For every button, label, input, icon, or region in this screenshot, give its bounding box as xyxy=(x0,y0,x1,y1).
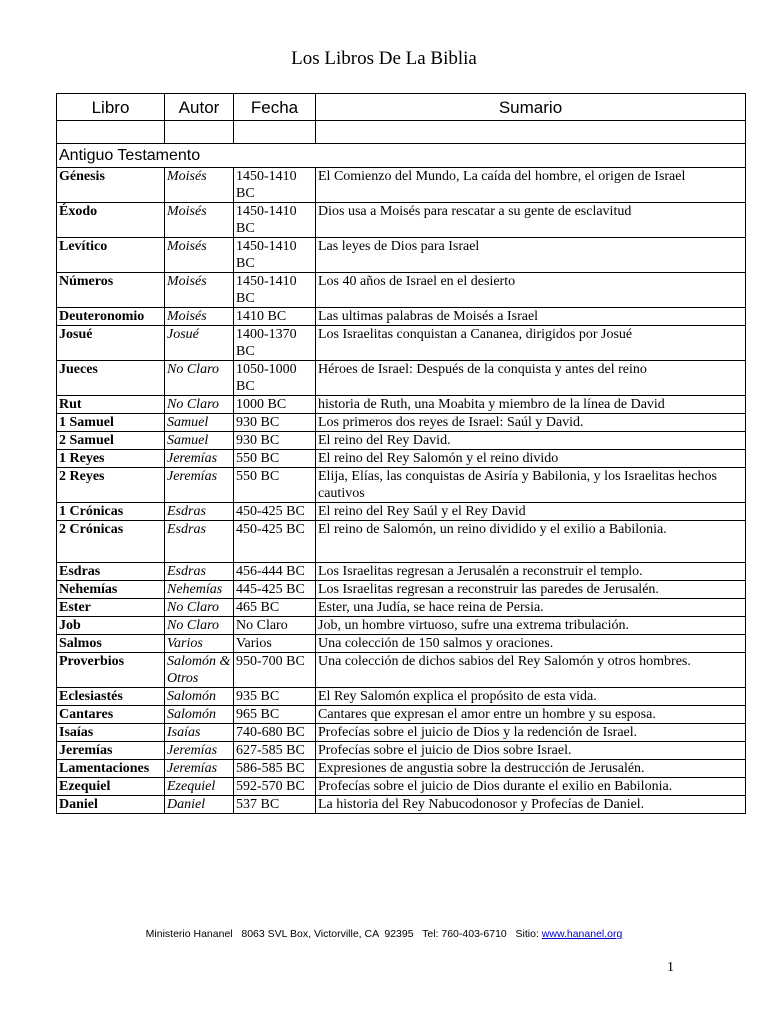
cell-sumario: Job, un hombre virtuoso, sufre una extrema tribulación. xyxy=(316,617,746,635)
cell-autor: Jeremías xyxy=(165,760,234,778)
books-table xyxy=(56,93,746,814)
cell-fecha: 586-585 BC xyxy=(234,760,316,778)
table-row xyxy=(57,521,746,563)
table-row xyxy=(57,361,746,396)
cell-sumario: Profecías sobre el juicio de Dios y la redención de Israel. xyxy=(316,724,746,742)
table-row xyxy=(57,414,746,432)
cell-fecha: 965 BC xyxy=(234,706,316,724)
table-row xyxy=(57,468,746,503)
table-row xyxy=(57,706,746,724)
cell-sumario: Las leyes de Dios para Israel xyxy=(316,238,746,273)
cell-sumario: El Rey Salomón explica el propósito de esta vida. xyxy=(316,688,746,706)
cell-libro: Números xyxy=(57,273,165,308)
cell-autor: Jeremías xyxy=(165,742,234,760)
cell-sumario: El Comienzo del Mundo, La caída del hombre, el origen de Israel xyxy=(316,168,746,203)
cell-libro: 2 Crónicas xyxy=(57,521,165,563)
table-row xyxy=(57,742,746,760)
cell-sumario: Los primeros dos reyes de Israel: Saúl y David. xyxy=(316,414,746,432)
cell-autor: Esdras xyxy=(165,563,234,581)
page-number: 1 xyxy=(667,960,674,975)
cell-libro: Jueces xyxy=(57,361,165,396)
header-fecha: Fecha xyxy=(234,94,316,121)
cell-sumario: Cantares que expresan el amor entre un hombre y su esposa. xyxy=(316,706,746,724)
cell-fecha: 1450-1410 BC xyxy=(234,168,316,203)
cell-fecha: 445-425 BC xyxy=(234,581,316,599)
cell-libro: Jeremías xyxy=(57,742,165,760)
cell-autor: Esdras xyxy=(165,503,234,521)
cell-autor: Isaías xyxy=(165,724,234,742)
cell-fecha: Varios xyxy=(234,635,316,653)
cell-autor: No Claro xyxy=(165,599,234,617)
cell-libro: Salmos xyxy=(57,635,165,653)
cell-autor: Salomón xyxy=(165,688,234,706)
table-row xyxy=(57,796,746,814)
cell-fecha: 627-585 BC xyxy=(234,742,316,760)
cell-libro: Josué xyxy=(57,326,165,361)
cell-autor: Jeremías xyxy=(165,468,234,503)
footer xyxy=(0,928,768,940)
cell-fecha: 550 BC xyxy=(234,468,316,503)
cell-autor: Moisés xyxy=(165,273,234,308)
cell-fecha: 740-680 BC xyxy=(234,724,316,742)
cell-sumario: Dios usa a Moisés para rescatar a su gente de esclavitud xyxy=(316,203,746,238)
header-row xyxy=(57,94,746,121)
table-row xyxy=(57,273,746,308)
section-row xyxy=(57,144,746,168)
cell-libro: Job xyxy=(57,617,165,635)
cell-sumario: Elija, Elías, las conquistas de Asiría y Babilonia, y los Israelitas hechos cautivos xyxy=(316,468,746,503)
cell-autor: Moisés xyxy=(165,238,234,273)
cell-autor: Samuel xyxy=(165,414,234,432)
table-row xyxy=(57,168,746,203)
cell-autor: Salomón & Otros xyxy=(165,653,234,688)
cell-autor: No Claro xyxy=(165,361,234,396)
cell-sumario: Héroes de Israel: Después de la conquista y antes del reino xyxy=(316,361,746,396)
cell-sumario: Los Israelitas conquistan a Cananea, dirigidos por Josué xyxy=(316,326,746,361)
cell-autor: Salomón xyxy=(165,706,234,724)
cell-autor: Jeremías xyxy=(165,450,234,468)
page-title: Los Libros De La Biblia xyxy=(291,48,477,69)
table-row xyxy=(57,450,746,468)
table-row xyxy=(57,653,746,688)
header-libro: Libro xyxy=(57,94,165,121)
cell-libro: Éxodo xyxy=(57,203,165,238)
table-row xyxy=(57,581,746,599)
cell-libro: 2 Samuel xyxy=(57,432,165,450)
cell-sumario: historia de Ruth, una Moabita y miembro de la línea de David xyxy=(316,396,746,414)
cell-fecha: 450-425 BC xyxy=(234,503,316,521)
cell-libro: Esdras xyxy=(57,563,165,581)
cell-sumario: El reino del Rey Salomón y el reino divido xyxy=(316,450,746,468)
cell-fecha: 1410 BC xyxy=(234,308,316,326)
cell-autor: Esdras xyxy=(165,521,234,563)
cell-libro: 2 Reyes xyxy=(57,468,165,503)
cell-autor: Moisés xyxy=(165,203,234,238)
cell-libro: Ezequiel xyxy=(57,778,165,796)
cell-fecha: 1450-1410 BC xyxy=(234,203,316,238)
cell-fecha: 456-444 BC xyxy=(234,563,316,581)
cell-sumario: Los Israelitas regresan a reconstruir las paredes de Jerusalén. xyxy=(316,581,746,599)
table-row xyxy=(57,326,746,361)
cell-sumario: Expresiones de angustia sobre la destrucción de Jerusalén. xyxy=(316,760,746,778)
cell-sumario: El reino de Salomón, un reino dividido y el exilio a Babilonia. xyxy=(316,521,746,563)
header-sumario: Sumario xyxy=(316,94,746,121)
table-row xyxy=(57,238,746,273)
cell-fecha: 1450-1410 BC xyxy=(234,273,316,308)
cell-sumario: Ester, una Judía, se hace reina de Persia. xyxy=(316,599,746,617)
cell-fecha: 1450-1410 BC xyxy=(234,238,316,273)
table-row xyxy=(57,396,746,414)
cell-libro: Rut xyxy=(57,396,165,414)
cell-libro: Lamentaciones xyxy=(57,760,165,778)
cell-sumario: Una colección de 150 salmos y oraciones. xyxy=(316,635,746,653)
table-row xyxy=(57,503,746,521)
cell-autor: Ezequiel xyxy=(165,778,234,796)
cell-libro: Proverbios xyxy=(57,653,165,688)
table-row xyxy=(57,760,746,778)
cell-fecha: 1050-1000 BC xyxy=(234,361,316,396)
cell-sumario: Los 40 años de Israel en el desierto xyxy=(316,273,746,308)
cell-fecha: 1000 BC xyxy=(234,396,316,414)
cell-fecha: 550 BC xyxy=(234,450,316,468)
header-autor: Autor xyxy=(165,94,234,121)
table-row xyxy=(57,778,746,796)
cell-libro: Levítico xyxy=(57,238,165,273)
table-row xyxy=(57,432,746,450)
website-link[interactable]: www.hananel.org xyxy=(541,928,623,940)
cell-autor: Varios xyxy=(165,635,234,653)
cell-fecha: 935 BC xyxy=(234,688,316,706)
cell-libro: Eclesiastés xyxy=(57,688,165,706)
cell-fecha: 1400-1370 BC xyxy=(234,326,316,361)
cell-libro: 1 Samuel xyxy=(57,414,165,432)
cell-sumario: Una colección de dichos sabios del Rey Salomón y otros hombres. xyxy=(316,653,746,688)
cell-fecha: No Claro xyxy=(234,617,316,635)
cell-sumario: El reino del Rey David. xyxy=(316,432,746,450)
cell-sumario: Profecías sobre el juicio de Dios durante el exilio en Babilonia. xyxy=(316,778,746,796)
table-row xyxy=(57,617,746,635)
cell-sumario: Profecías sobre el juicio de Dios sobre Israel. xyxy=(316,742,746,760)
cell-libro: Deuteronomio xyxy=(57,308,165,326)
cell-autor: Moisés xyxy=(165,168,234,203)
cell-autor: No Claro xyxy=(165,617,234,635)
cell-autor: Nehemías xyxy=(165,581,234,599)
cell-autor: Daniel xyxy=(165,796,234,814)
cell-sumario: Las ultimas palabras de Moisés a Israel xyxy=(316,308,746,326)
cell-autor: Samuel xyxy=(165,432,234,450)
cell-autor: No Claro xyxy=(165,396,234,414)
cell-libro: Cantares xyxy=(57,706,165,724)
table-row xyxy=(57,635,746,653)
table-row xyxy=(57,308,746,326)
cell-sumario: La historia del Rey Nabucodonosor y Profecías de Daniel. xyxy=(316,796,746,814)
cell-libro: Isaías xyxy=(57,724,165,742)
cell-libro: 1 Reyes xyxy=(57,450,165,468)
table-row xyxy=(57,688,746,706)
blank-row xyxy=(57,121,746,144)
section-title: Antiguo Testamento xyxy=(57,144,746,168)
table-row xyxy=(57,599,746,617)
cell-fecha: 930 BC xyxy=(234,432,316,450)
table-row xyxy=(57,203,746,238)
table-row xyxy=(57,724,746,742)
cell-sumario: El reino del Rey Saúl y el Rey David xyxy=(316,503,746,521)
cell-libro: Génesis xyxy=(57,168,165,203)
table-body xyxy=(57,121,746,814)
cell-libro: 1 Crónicas xyxy=(57,503,165,521)
cell-autor: Moisés xyxy=(165,308,234,326)
cell-fecha: 930 BC xyxy=(234,414,316,432)
cell-libro: Ester xyxy=(57,599,165,617)
footer-text: Ministerio Hananel 8063 SVL Box, Victorville, CA 92395 Tel: 760-403-6710 Sitio: xyxy=(145,928,542,940)
cell-fecha: 465 BC xyxy=(234,599,316,617)
cell-fecha: 537 BC xyxy=(234,796,316,814)
cell-fecha: 950-700 BC xyxy=(234,653,316,688)
cell-sumario: Los Israelitas regresan a Jerusalén a reconstruir el templo. xyxy=(316,563,746,581)
cell-fecha: 450-425 BC xyxy=(234,521,316,563)
cell-libro: Daniel xyxy=(57,796,165,814)
cell-libro: Nehemías xyxy=(57,581,165,599)
cell-autor: Josué xyxy=(165,326,234,361)
cell-fecha: 592-570 BC xyxy=(234,778,316,796)
table-row xyxy=(57,563,746,581)
